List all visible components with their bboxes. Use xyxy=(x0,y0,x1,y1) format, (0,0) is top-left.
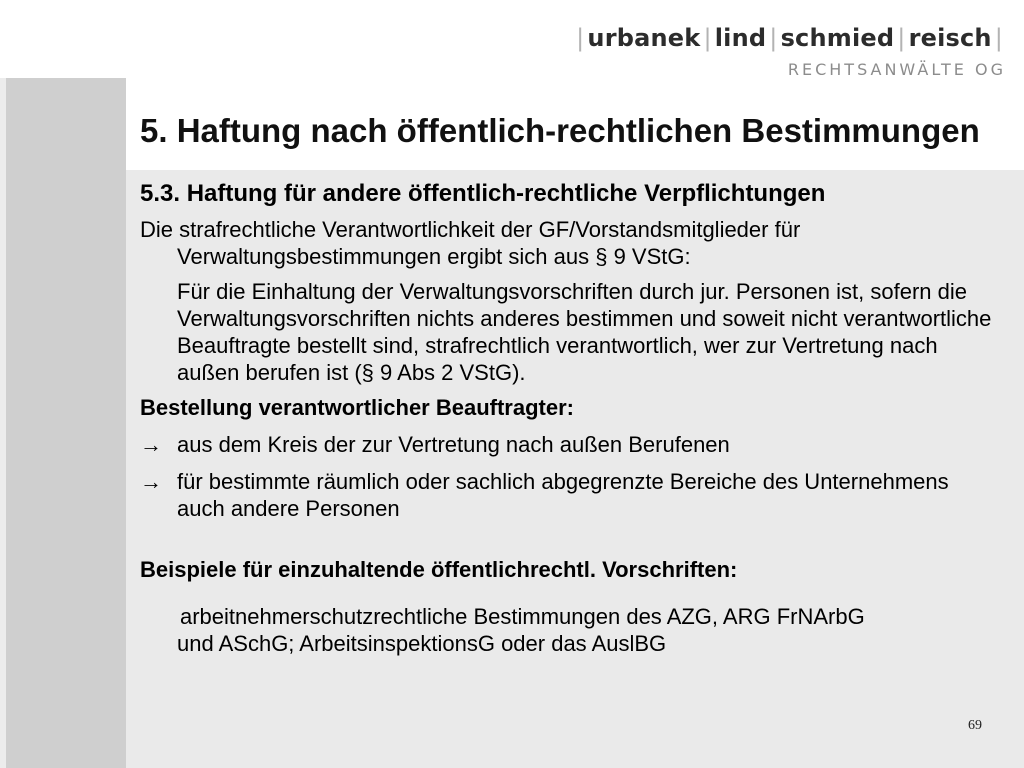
list-item-text: für bestimmte räumlich oder sachlich abgegrenzte Bereiche des Unternehmens auch andere Personen xyxy=(177,469,949,521)
logo-subtitle: RECHTSANWÄLTE OG xyxy=(787,60,1006,79)
slide-body xyxy=(140,180,1000,657)
logo-separator: | xyxy=(897,24,906,52)
page-number: 69 xyxy=(968,718,982,733)
examples-heading: Beispiele für einzuhaltende öffentlichrechtl. Vorschriften: xyxy=(140,557,738,582)
intro-paragraph: Die strafrechtliche Verantwortlichkeit der GF/Vorstandsmitglieder für Verwaltungsbestimmungen ergibt sich aus § 9 VStG: xyxy=(140,217,801,269)
examples-line: arbeitnehmerschutzrechtliche Bestimmungen des AZG, ARG FrNArbG xyxy=(180,604,865,629)
list-item xyxy=(140,468,1000,522)
logo-separator: | xyxy=(703,24,712,52)
logo-separator: | xyxy=(769,24,778,52)
list-item xyxy=(140,431,1000,458)
logo-names xyxy=(573,24,1006,52)
quote-paragraph: Für die Einhaltung der Verwaltungsvorschriften durch jur. Personen ist, sofern die Verwaltungsvorschriften nichts anderes bestimmen und soweit nicht verantwortliche Beauftragte bestellt sind, strafrechtlich verantwortlich, wer zur Vertretung nach außen berufen ist (§ 9 Abs 2 VStG). xyxy=(177,279,992,385)
logo-name-urbanek: urbanek xyxy=(587,24,701,52)
left-bar-highlight xyxy=(0,78,6,768)
slide-title: 5. Haftung nach öffentlich-rechtlichen Bestimmungen xyxy=(140,112,980,149)
left-decorative-bar xyxy=(0,78,126,768)
logo-separator: | xyxy=(994,24,1003,52)
arrow-right-icon: → xyxy=(140,469,162,494)
logo-name-lind: lind xyxy=(714,24,767,52)
logo-name-schmied: schmied xyxy=(780,24,895,52)
section-subtitle: 5.3. Haftung für andere öffentlich-rechtliche Verpflichtungen xyxy=(140,180,826,207)
appointment-heading: Bestellung verantwortlicher Beauftragter: xyxy=(140,395,574,420)
examples-text xyxy=(140,603,1000,657)
logo-separator: | xyxy=(576,24,585,52)
logo-name-reisch: reisch xyxy=(908,24,992,52)
list-item-text: aus dem Kreis der zur Vertretung nach außen Berufenen xyxy=(177,432,730,457)
examples-line: und ASchG; ArbeitsinspektionsG oder das AuslBG xyxy=(177,631,667,656)
firm-logo xyxy=(573,24,1006,79)
spacer xyxy=(140,532,1000,550)
arrow-right-icon: → xyxy=(140,432,162,457)
